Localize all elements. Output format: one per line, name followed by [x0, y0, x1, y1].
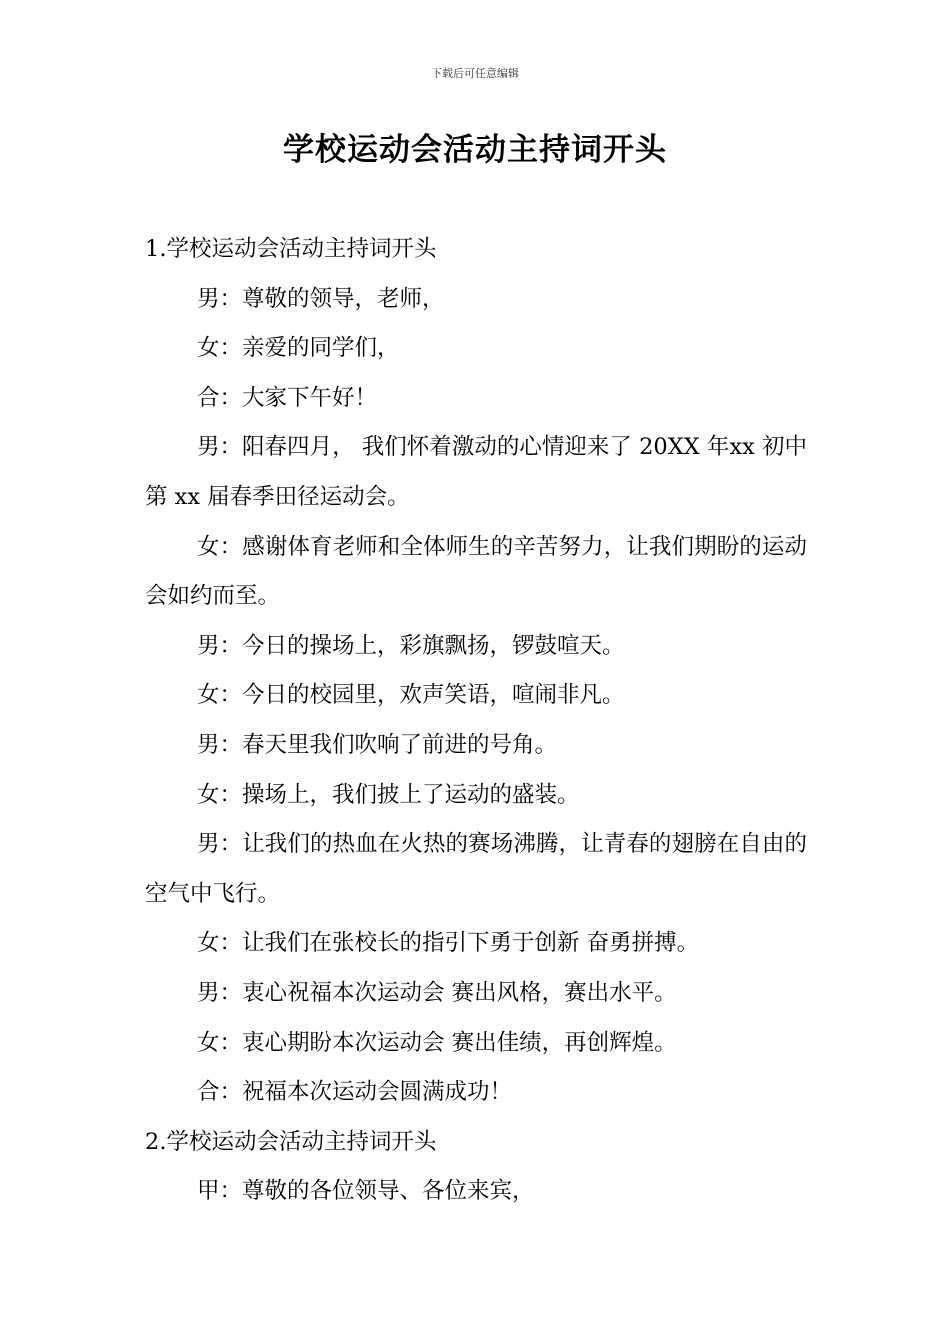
paragraph: 女：操场上，我们披上了运动的盛装。	[197, 781, 580, 808]
paragraph: 合：大家下午好！	[197, 384, 378, 411]
paragraph: 女：让我们在张校长的指引下勇于创新 奋勇拼搏。	[197, 930, 700, 957]
paragraph: 2.学校运动会活动主持词开头	[145, 1128, 437, 1155]
paragraph: 男：尊敬的领导，老师，	[197, 285, 445, 312]
document-body	[145, 225, 807, 1217]
paragraph: 女：感谢体育老师和全体师生的辛苦努力，让我们期盼的运动会如约而至。	[145, 533, 807, 610]
paragraph: 男：阳春四月， 我们怀着激动的心情迎来了 20XX 年xx 初中第 xx 届春季田径运动会。	[145, 434, 807, 510]
paragraph: 女：今日的校园里，欢声笑语，喧闹非凡。	[197, 682, 625, 709]
paragraph: 女：衷心期盼本次运动会 赛出佳绩，再创辉煌。	[197, 1029, 677, 1056]
paragraph: 女：亲爱的同学们，	[197, 335, 400, 362]
header-note: 下载后可任意编辑	[431, 67, 519, 80]
document-title: 学校运动会活动主持词开头	[283, 132, 667, 168]
paragraph: 男：衷心祝福本次运动会 赛出风格，赛出水平。	[197, 979, 677, 1006]
paragraph: 甲：尊敬的各位领导、各位来宾，	[197, 1178, 535, 1205]
paragraph: 1.学校运动会活动主持词开头	[145, 236, 437, 262]
paragraph: 合：祝福本次运动会圆满成功！	[197, 1079, 513, 1106]
paragraph: 男：让我们的热血在火热的赛场沸腾，让青春的翅膀在自由的空气中飞行。	[145, 831, 807, 907]
paragraph: 男：今日的操场上，彩旗飘扬，锣鼓喧天。	[197, 632, 625, 659]
paragraph: 男：春天里我们吹响了前进的号角。	[197, 731, 558, 758]
